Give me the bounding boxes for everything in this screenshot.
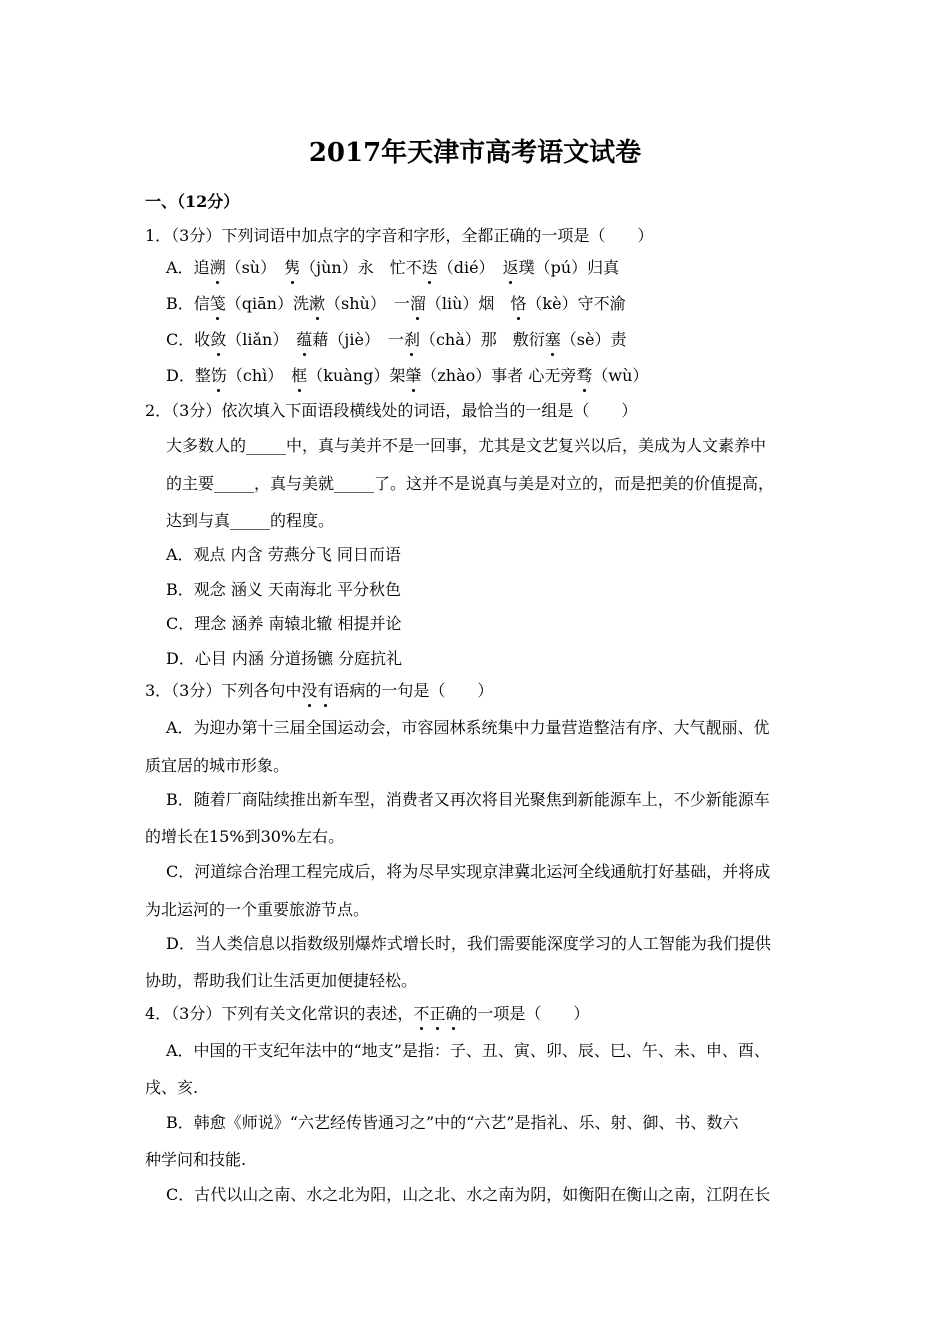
text: 3．（3分）下列各句中: [145, 681, 302, 700]
text: 璞（pú）归真: [518, 258, 620, 277]
text: （kè）守不渝: [526, 294, 626, 313]
dotted-char: 溜: [409, 294, 426, 313]
q1-option-a: [166, 258, 619, 278]
q3-option-c: C．河道综合治理工程完成后，将为尽早实现京津冀北运河全线通航打好基础，并将成: [166, 862, 771, 881]
text: （dié）: [437, 258, 503, 277]
q3-option-a-cont: 质宜居的城市形象。: [145, 756, 290, 775]
text: C．收: [166, 330, 211, 349]
dotted-char: 刹: [403, 330, 420, 349]
dotted-char: 没: [301, 681, 318, 700]
dotted-char: 有: [317, 681, 334, 700]
dotted-char: 正: [429, 1004, 446, 1023]
dotted-char: 溯: [209, 258, 226, 277]
text: （sè）责: [560, 330, 627, 349]
dotted-char: 蕴: [296, 330, 313, 349]
q1-option-c: [166, 330, 626, 350]
text: （sù）: [225, 258, 285, 277]
q4-option-a-cont: 戌、亥.: [145, 1078, 199, 1097]
text: （kuàng）架: [307, 366, 406, 385]
text: B．信: [166, 294, 210, 313]
q3-option-c-cont: 为北运河的一个重要旅游节点。: [145, 900, 370, 919]
text: （wù）: [592, 366, 649, 385]
q4-option-b-cont: 种学问和技能.: [145, 1150, 247, 1169]
q2-option-b: B．观念 涵义 天南海北 平分秋色: [166, 580, 402, 599]
dotted-char: 笺: [209, 294, 226, 313]
text: （shù） 一: [325, 294, 410, 313]
q3-option-d: D．当人类信息以指数级别爆炸式增长时，我们需要能深度学习的人工智能为我们提供: [166, 934, 771, 953]
text: （qiān）洗: [225, 294, 309, 313]
dotted-char: 不: [413, 1004, 430, 1023]
dotted-char: 恪: [510, 294, 527, 313]
dotted-char: 饬: [210, 366, 227, 385]
q2-option-d: D．心目 内涵 分道扬镳 分庭抗礼: [166, 649, 403, 668]
dotted-char: 框: [291, 366, 308, 385]
q1-option-b: [166, 294, 626, 314]
text: 的一项是（ ）: [461, 1004, 590, 1023]
q3-option-d-cont: 协助，帮助我们让生活更加便捷轻松。: [145, 971, 418, 990]
page-title: 2017年天津市高考语文试卷: [308, 138, 642, 168]
q2-passage-line: 大多数人的_____中，真与美并不是一回事，尤其是文艺复兴以后，美成为人文素养中: [166, 436, 767, 455]
text: （liǎn）: [226, 330, 297, 349]
text: （chà）那 敷衍: [419, 330, 545, 349]
text: （jùn）永 忙不: [300, 258, 422, 277]
question-4-stem: [145, 1004, 589, 1024]
text: （chì）: [226, 366, 292, 385]
dotted-char: 塞: [544, 330, 561, 349]
q1-option-d: [166, 366, 648, 386]
text: （zhào）事者 心无旁: [421, 366, 577, 385]
q4-option-c: C．古代以山之南、水之北为阳，山之北、水之南为阴，如衡阳在衡山之南，江阴在长: [166, 1185, 771, 1204]
dotted-char: 敛: [210, 330, 227, 349]
dotted-char: 肇: [405, 366, 422, 385]
q4-option-a: A．中国的干支纪年法中的“地支”是指：子、丑、寅、卯、辰、巳、午、未、申、酉、: [166, 1041, 770, 1060]
text: 语病的一句是（ ）: [333, 681, 494, 700]
q2-passage-line: 的主要_____，真与美就_____了。这并不是说真与美是对立的，而是把美的价值提高，: [166, 474, 775, 493]
q3-option-b-cont: 的增长在15%到30%左右。: [145, 827, 345, 846]
q3-option-a: A．为迎办第十三届全国运动会，市容园林系统集中力量营造整洁有序、大气靓丽、优: [166, 718, 770, 737]
section-heading: 一、（12分）: [145, 192, 240, 211]
q3-option-b: B．随着厂商陆续推出新车型，消费者又再次将目光聚焦到新能源车上，不少新能源车: [166, 790, 770, 809]
text: （liù）烟: [425, 294, 511, 313]
question-1-stem: 1．（3分）下列词语中加点字的字音和字形，全都正确的一项是（ ）: [145, 226, 654, 245]
q2-passage-line: 达到与真_____的程度。: [166, 511, 335, 530]
text: D．整: [166, 366, 211, 385]
dotted-char: 返: [502, 258, 519, 277]
dotted-char: 迭: [421, 258, 438, 277]
text: A．追: [166, 258, 210, 277]
dotted-char: 确: [445, 1004, 462, 1023]
text: 藉（jiè） 一: [312, 330, 404, 349]
question-3-stem: [145, 681, 493, 701]
text: 4．（3分）下列有关文化常识的表述，: [145, 1004, 414, 1023]
q2-option-c: C．理念 涵养 南辕北辙 相提并论: [166, 614, 402, 633]
q2-option-a: A．观点 内含 劳燕分飞 同日而语: [166, 545, 401, 564]
question-2-stem: 2．（3分）依次填入下面语段横线处的词语，最恰当的一组是（ ）: [145, 401, 638, 420]
dotted-char: 隽: [284, 258, 301, 277]
dotted-char: 骛: [576, 366, 593, 385]
dotted-char: 漱: [309, 294, 326, 313]
q4-option-b: B．韩愈《师说》“六艺经传皆通习之”中的“六艺”是指礼、乐、射、御、书、数六: [166, 1113, 739, 1132]
